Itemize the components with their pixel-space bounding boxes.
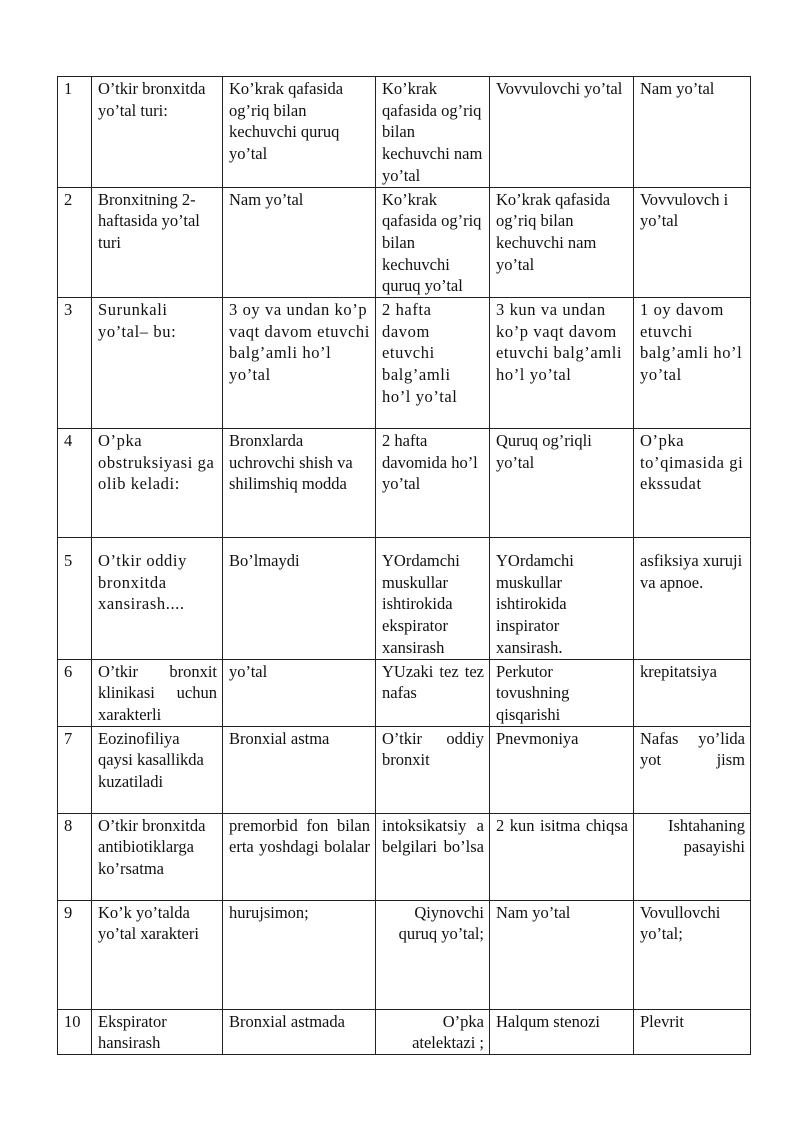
- question-cell: O’tkir bronxitda antibiotiklarga ko’rsatma: [92, 813, 223, 900]
- row-number: 8: [58, 813, 92, 900]
- questions-table: [57, 76, 751, 1055]
- option-c-cell: 2 kun isitma chiqsa: [490, 813, 634, 900]
- option-d-cell: O’pka to’qimasida gi ekssudat: [634, 429, 751, 538]
- option-d-cell: Ishtahaning pasayishi: [634, 813, 751, 900]
- row-number: 2: [58, 187, 92, 298]
- option-d-cell: Vovullovchi yo’tal;: [634, 900, 751, 1009]
- question-cell: Bronxitning 2-haftasida yo’tal turi: [92, 187, 223, 298]
- table-row: [58, 77, 751, 188]
- table-row: [58, 900, 751, 1009]
- option-c-cell: Halqum stenozi: [490, 1009, 634, 1054]
- option-c-cell: Nam yo’tal: [490, 900, 634, 1009]
- option-c-cell: Vovvulovchi yo’tal: [490, 77, 634, 188]
- table-row: [58, 429, 751, 538]
- option-a-cell: Ko’krak qafasida og’riq bilan kechuvchi quruq yo’tal: [223, 77, 376, 188]
- option-a-cell: Bronxlarda uchrovchi shish va shilimshiq modda: [223, 429, 376, 538]
- question-cell: O’pka obstruksiyasi ga olib keladi:: [92, 429, 223, 538]
- question-cell: O’tkir bronxitda yo’tal turi:: [92, 77, 223, 188]
- option-b-cell: YOrdamchi muskullar ishtirokida ekspirator xansirash: [376, 538, 490, 660]
- option-c-cell: YOrdamchi muskullar ishtirokida inspirator xansirash.: [490, 538, 634, 660]
- option-b-cell: Qiynovchi quruq yo’tal;: [376, 900, 490, 1009]
- table-row: [58, 187, 751, 298]
- option-a-cell: Bronxial astmada: [223, 1009, 376, 1054]
- row-number: 7: [58, 726, 92, 813]
- question-cell: O’tkir oddiy bronxitda xansirash....: [92, 538, 223, 660]
- option-b-cell: 2 hafta davom etuvchi balg’amli ho’l yo’tal: [376, 298, 490, 429]
- option-a-cell: hurujsimon;: [223, 900, 376, 1009]
- option-b-cell: 2 hafta davomida ho’l yo’tal: [376, 429, 490, 538]
- option-c-cell: Perkutor tovushning qisqarishi: [490, 659, 634, 726]
- question-cell: Surunkali yo’tal– bu:: [92, 298, 223, 429]
- question-cell: Ko’k yo’talda yo’tal xarakteri: [92, 900, 223, 1009]
- option-d-cell: 1 oy davom etuvchi balg’amli ho’l yo’tal: [634, 298, 751, 429]
- option-a-cell: yo’tal: [223, 659, 376, 726]
- row-number: 5: [58, 538, 92, 660]
- row-number: 10: [58, 1009, 92, 1054]
- option-a-cell: Bo’lmaydi: [223, 538, 376, 660]
- option-a-cell: Nam yo’tal: [223, 187, 376, 298]
- option-c-cell: Ko’krak qafasida og’riq bilan kechuvchi nam yo’tal: [490, 187, 634, 298]
- row-number: 6: [58, 659, 92, 726]
- option-d-cell: asfiksiya xuruji va apnoe.: [634, 538, 751, 660]
- option-b-cell: O’pka atelektazi ;: [376, 1009, 490, 1054]
- row-number: 9: [58, 900, 92, 1009]
- option-b-cell: O’tkir oddiy bronxit: [376, 726, 490, 813]
- option-c-cell: 3 kun va undan ko’p vaqt davom etuvchi balg’amli ho’l yo’tal: [490, 298, 634, 429]
- table-row: [58, 538, 751, 660]
- question-cell: Ekspirator hansirash: [92, 1009, 223, 1054]
- question-cell: Eozinofiliya qaysi kasallikda kuzatiladi: [92, 726, 223, 813]
- option-b-cell: Ko’krak qafasida og’riq bilan kechuvchi quruq yo’tal: [376, 187, 490, 298]
- option-d-cell: Nafas yo’lida yot jism: [634, 726, 751, 813]
- option-a-cell: 3 oy va undan ko’p vaqt davom etuvchi balg’amli ho’l yo’tal: [223, 298, 376, 429]
- row-number: 3: [58, 298, 92, 429]
- row-number: 1: [58, 77, 92, 188]
- option-c-cell: Quruq og’riqli yo’tal: [490, 429, 634, 538]
- question-cell: O’tkir bronxit klinikasi uchun xarakterli: [92, 659, 223, 726]
- option-c-cell: Pnevmoniya: [490, 726, 634, 813]
- option-a-cell: premorbid fon bilan erta yoshdagi bolalar: [223, 813, 376, 900]
- option-b-cell: Ko’krak qafasida og’riq bilan kechuvchi nam yo’tal: [376, 77, 490, 188]
- option-b-cell: intoksikatsiy a belgilari bo’lsa: [376, 813, 490, 900]
- table-row: [58, 298, 751, 429]
- option-d-cell: Vovvulovch i yo’tal: [634, 187, 751, 298]
- table-row: [58, 659, 751, 726]
- table-row: [58, 1009, 751, 1054]
- table-row: [58, 726, 751, 813]
- table-row: [58, 813, 751, 900]
- option-b-cell: YUzaki tez tez nafas: [376, 659, 490, 726]
- row-number: 4: [58, 429, 92, 538]
- option-d-cell: Plevrit: [634, 1009, 751, 1054]
- option-d-cell: Nam yo’tal: [634, 77, 751, 188]
- option-d-cell: krepitatsiya: [634, 659, 751, 726]
- option-a-cell: Bronxial astma: [223, 726, 376, 813]
